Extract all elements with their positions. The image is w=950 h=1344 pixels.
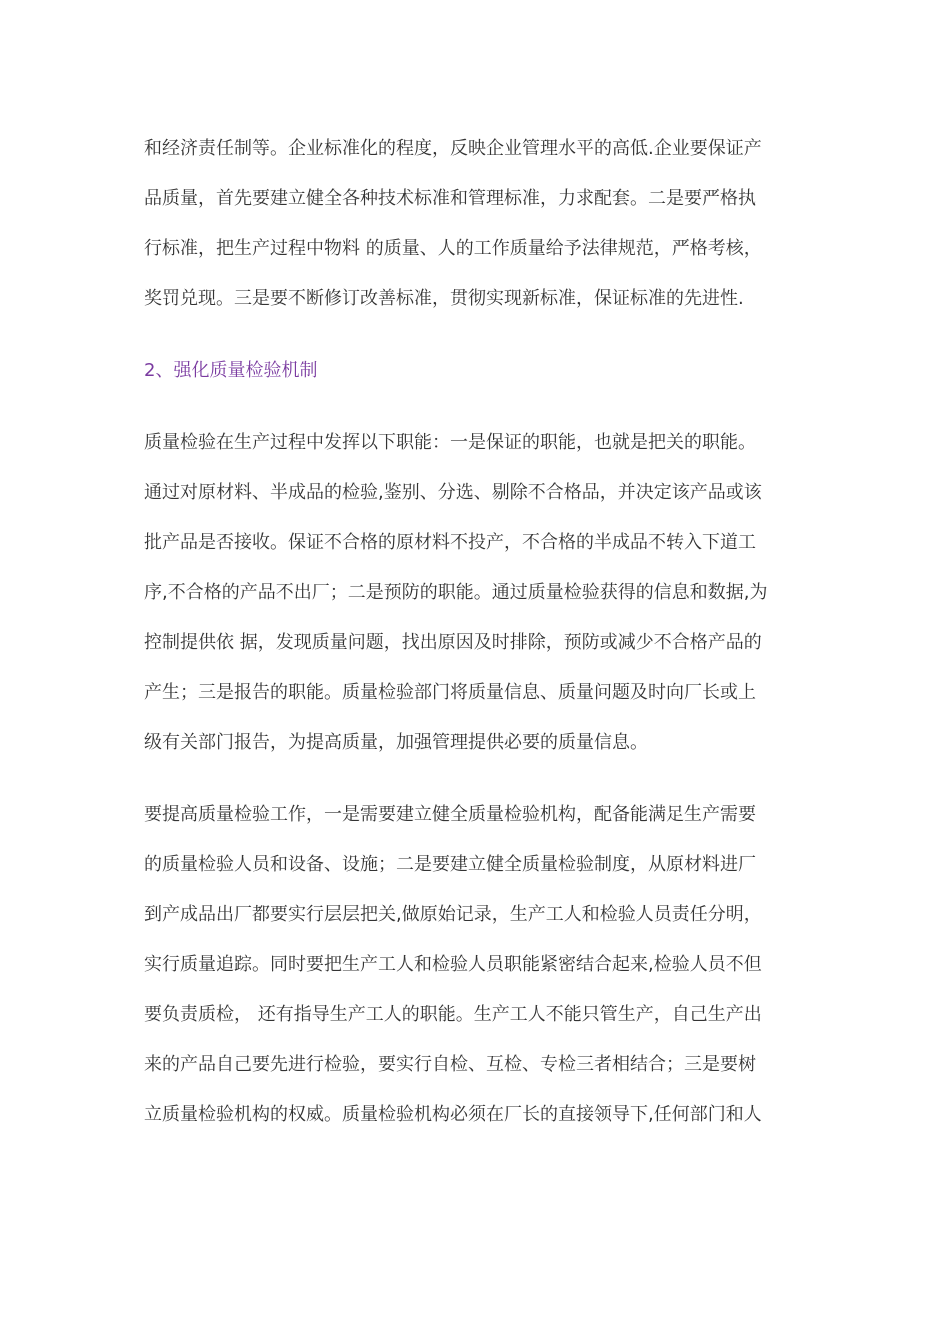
spacer	[144, 768, 810, 790]
document-body	[144, 124, 810, 1140]
text-line: 序,不合格的产品不出厂；二是预防的职能。通过质量检验获得的信息和数据,为	[144, 582, 768, 603]
paragraph-2	[144, 418, 810, 768]
paragraph-1	[144, 124, 810, 324]
text-line: 级有关部门报告，为提高质量，加强管理提供必要的质量信息。	[144, 732, 648, 753]
spacer	[144, 324, 810, 346]
text-line: 的质量检验人员和设备、设施；二是要建立健全质量检验制度，从原材料进厂	[144, 854, 756, 875]
text-line: 品质量，首先要建立健全各种技术标准和管理标准，力求配套。二是要严格执	[144, 188, 756, 209]
text-line: 奖罚兑现。三是要不断修订改善标准，贯彻实现新标准，保证标准的先进性.	[144, 288, 744, 309]
paragraph-3	[144, 790, 810, 1140]
spacer	[144, 396, 810, 418]
text-line: 要负责质检， 还有指导生产工人的职能。生产工人不能只管生产，自己生产出	[144, 1004, 762, 1025]
text-line: 要提高质量检验工作，一是需要建立健全质量检验机构，配备能满足生产需要	[144, 804, 756, 825]
section-heading: 2、强化质量检验机制	[144, 360, 318, 381]
text-line: 行标准，把生产过程中物料 的质量、人的工作质量给予法律规范，严格考核，	[144, 238, 762, 259]
text-line: 质量检验在生产过程中发挥以下职能：一是保证的职能，也就是把关的职能。	[144, 432, 756, 453]
text-line: 实行质量追踪。同时要把生产工人和检验人员职能紧密结合起来,检验人员不但	[144, 954, 762, 975]
text-line: 到产成品出厂都要实行层层把关,做原始记录，生产工人和检验人员责任分明，	[144, 904, 762, 925]
text-line: 产生；三是报告的职能。质量检验部门将质量信息、质量问题及时向厂长或上	[144, 682, 756, 703]
text-line: 批产品是否接收。保证不合格的原材料不投产，不合格的半成品不转入下道工	[144, 532, 756, 553]
text-line: 通过对原材料、半成品的检验,鉴别、分选、剔除不合格品，并决定该产品或该	[144, 482, 762, 503]
text-line: 来的产品自己要先进行检验，要实行自检、互检、专检三者相结合；三是要树	[144, 1054, 756, 1075]
text-line: 控制提供依 据，发现质量问题，找出原因及时排除，预防或减少不合格产品的	[144, 632, 762, 653]
text-line: 和经济责任制等。企业标准化的程度，反映企业管理水平的高低.企业要保证产	[144, 138, 762, 159]
text-line: 立质量检验机构的权威。质量检验机构必须在厂长的直接领导下,任何部门和人	[144, 1104, 762, 1125]
